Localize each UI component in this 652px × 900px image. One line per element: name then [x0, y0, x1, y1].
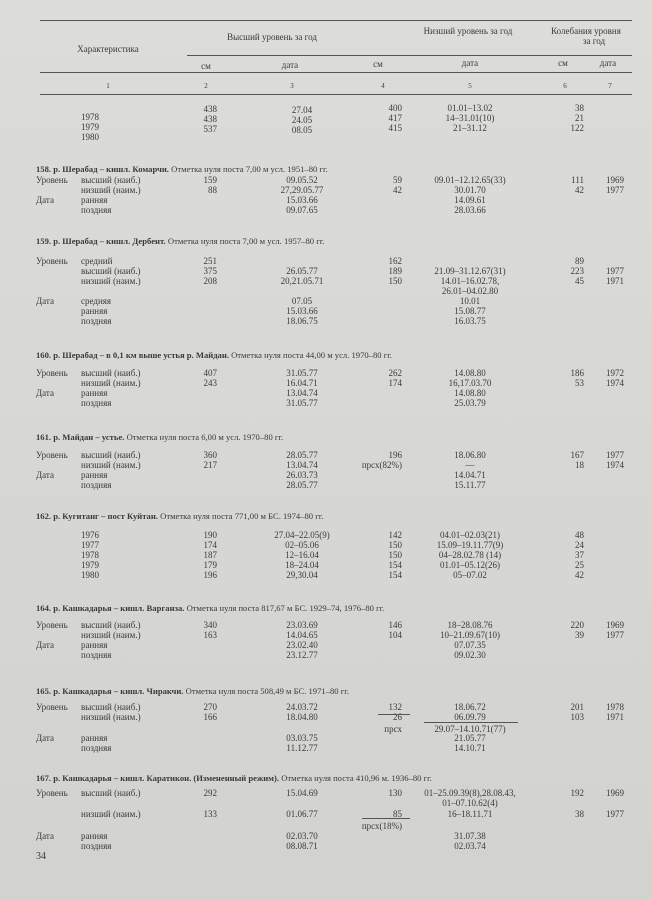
cell-c5: 18.06.80	[454, 450, 486, 460]
cell-c4: 150	[388, 540, 402, 550]
cell-c5: 09.01–12.12.65(33)	[434, 175, 506, 185]
cell-c5: 10.01	[459, 296, 481, 306]
cell-c3: 16.04.71	[286, 378, 318, 388]
year-label: 1979	[81, 122, 99, 132]
cell-c3: 03.03.75	[286, 733, 318, 743]
cell-c3: 15.03.66	[286, 306, 318, 316]
cell-l2: ранняя	[81, 831, 108, 841]
cell-l2: 1979	[81, 560, 99, 570]
cell-l2: поздняя	[81, 480, 112, 490]
hi-date-value: 08.05	[291, 125, 313, 135]
header-fl-date: дата	[599, 58, 617, 68]
cell-c5: 15.08.77	[454, 306, 486, 316]
cell-c3: 20,21.05.71	[280, 276, 324, 286]
cell-c3: 18.04.80	[286, 712, 318, 722]
cell-c4: прсх(82%)	[361, 460, 402, 470]
station-datum: Отметка нуля поста 410,96 м. 1936–80 гг.	[281, 773, 432, 783]
cell-l2: высший (наиб.)	[81, 702, 141, 712]
cell-c2: 217	[203, 460, 217, 470]
cell-c3: 15.04.69	[286, 788, 318, 798]
cell-c5: 10–21.09.67(10)	[440, 630, 500, 640]
header-fluctuation: Колебания уровня	[551, 26, 621, 36]
station-title	[36, 350, 392, 360]
cell-l2: поздняя	[81, 398, 112, 408]
cell-c2: 187	[203, 550, 217, 560]
header-lo-date: дата	[461, 58, 479, 68]
cell-c4: 132	[388, 702, 402, 712]
cell-c5: 06.09.79	[454, 712, 486, 722]
cell-l2: высший (наиб.)	[81, 266, 141, 276]
cell-c6: 223	[570, 266, 584, 276]
cell-c5: 30.01.70	[454, 185, 486, 195]
cell-c3: 27.04–22.05(9)	[274, 530, 330, 540]
cell-c5: 14.01–16.02.78,	[440, 276, 500, 286]
cell-c5: 04–28.02.78 (14)	[438, 550, 502, 560]
cell-c4: прсх(18%)	[361, 821, 402, 831]
station-name: р. Кашкадарья – кишл. Варганза.	[53, 603, 185, 613]
cell-c5: 14.09.61	[454, 195, 486, 205]
cell-c7: 1971	[606, 712, 624, 722]
header-mid-rule	[187, 55, 632, 56]
cell-c7: 1977	[606, 450, 624, 460]
cell-c7: 1977	[606, 266, 624, 276]
hi-cm-value: 438	[203, 114, 217, 124]
station-datum: Отметка нуля поста 44,00 м усл. 1970–80 гг.	[231, 350, 392, 360]
fl-cm-value: 21	[575, 113, 584, 123]
column-number: 3	[290, 82, 294, 90]
cell-c5: —	[465, 460, 475, 470]
header-characteristics: Характеристика	[77, 44, 139, 54]
cell-c4: 162	[388, 256, 402, 266]
hi-date-value: 24.05	[291, 115, 313, 125]
cell-c2: 163	[203, 630, 217, 640]
cell-c5: 15.09–19.11.77(9)	[436, 540, 504, 550]
cell-c3: 23.03.69	[286, 620, 318, 630]
cell-c3: 11.12.77	[286, 743, 318, 753]
cell-l1: Дата	[36, 195, 54, 205]
cell-l2: ранняя	[81, 733, 108, 743]
station-number: 165.	[36, 686, 52, 696]
cell-l2: поздняя	[81, 205, 112, 215]
lo-date-value: 21–31.12	[453, 123, 487, 133]
cell-c3: 18–24.04	[285, 560, 319, 570]
station-title	[36, 432, 283, 442]
cell-l1: Дата	[36, 470, 54, 480]
cell-l2: низший (наим.)	[81, 809, 141, 819]
station-name: р. Шерабад – кишл. Дербент.	[53, 236, 166, 246]
cell-l2: низший (наим.)	[81, 378, 141, 388]
cell-c3: 02.03.70	[286, 831, 318, 841]
cell-c5: 31.07.38	[454, 831, 486, 841]
cell-c7: 1971	[606, 276, 624, 286]
column-number: 6	[563, 82, 567, 90]
cell-l2: высший (наиб.)	[81, 175, 141, 185]
separator-167	[362, 818, 410, 819]
cell-l2: поздняя	[81, 650, 112, 660]
cell-l2: средняя	[81, 296, 112, 306]
cell-c2: 196	[203, 570, 217, 580]
cell-c3: 24.03.72	[286, 702, 318, 712]
header-fl-cm: см	[558, 58, 568, 68]
header-lo-cm: см	[373, 59, 383, 69]
cell-c3: 12–16.04	[285, 550, 319, 560]
year-label: 1978	[81, 112, 99, 122]
cell-c4: 26	[393, 712, 402, 722]
cell-l2: 1978	[81, 550, 99, 560]
cell-c4: 104	[388, 630, 402, 640]
cell-c4: 142	[388, 530, 402, 540]
station-number: 164.	[36, 603, 52, 613]
cell-c2: 251	[203, 256, 217, 266]
lo-date-value: 14–31.01(10)	[445, 113, 495, 123]
cell-c5: 25.03.79	[454, 398, 486, 408]
cell-c7: 1969	[606, 788, 624, 798]
station-datum: Отметка нуля поста 817,67 м БС. 1929–74, 1976–80 гг.	[186, 603, 385, 613]
cell-c5: 01–25.09.39(8),28.08.43,	[424, 788, 516, 798]
cell-l2: ранняя	[81, 470, 108, 480]
station-number: 162.	[36, 511, 52, 521]
cell-c5: 14.10.71	[454, 743, 486, 753]
cell-c4: 196	[388, 450, 402, 460]
cell-c4: 85	[393, 809, 402, 819]
cell-c4: 262	[388, 368, 402, 378]
station-datum: Отметка нуля поста 771,00 м БС. 1974–80 гг.	[160, 511, 324, 521]
cell-l1: Уровень	[36, 702, 68, 712]
header-numbers-rule	[40, 72, 632, 73]
cell-c2: 360	[203, 450, 217, 460]
cell-l2: ранняя	[81, 195, 108, 205]
cell-c5: 01.01–05.12(26)	[440, 560, 500, 570]
cell-c6: 42	[575, 570, 584, 580]
cell-c4: 150	[388, 550, 402, 560]
fl-cm-value: 38	[575, 103, 584, 113]
cell-c6: 39	[575, 630, 584, 640]
cell-c5: 07.07.35	[454, 640, 486, 650]
cell-l1: Уровень	[36, 368, 68, 378]
cell-c5: 14.04.71	[454, 470, 486, 480]
cell-c4: 130	[388, 788, 402, 798]
station-name: р. Шерабад – кишл. Комарчи.	[53, 164, 169, 174]
cell-c3: 18.06.75	[286, 316, 318, 326]
cell-c2: 208	[203, 276, 217, 286]
cell-c4: 174	[388, 378, 402, 388]
header-low-level: Низший уровень за год	[423, 26, 513, 36]
cell-c5: 05–07.02	[453, 570, 487, 580]
cell-c3: 26.03.73	[286, 470, 318, 480]
column-number: 2	[204, 82, 208, 90]
cell-c2: 243	[203, 378, 217, 388]
cell-c2: 179	[203, 560, 217, 570]
cell-c3: 27,29.05.77	[280, 185, 324, 195]
cell-c4: 154	[388, 570, 402, 580]
cell-l2: поздняя	[81, 743, 112, 753]
station-number: 160.	[36, 350, 52, 360]
cell-c6: 167	[570, 450, 584, 460]
hi-cm-value: 537	[203, 124, 217, 134]
cell-c7: 1972	[606, 368, 624, 378]
cell-c5: 14.08.80	[454, 368, 486, 378]
cell-l2: низший (наим.)	[81, 630, 141, 640]
cell-c3: 31.05.77	[286, 368, 318, 378]
station-datum: Отметка нуля поста 6,00 м усл. 1970–80 гг.	[126, 432, 284, 442]
station-name: р. Кугитанг – пост Куйтан.	[53, 511, 158, 521]
cell-l1: Дата	[36, 388, 54, 398]
cell-c7: 1969	[606, 175, 624, 185]
cell-l1: Уровень	[36, 620, 68, 630]
cell-l2: ранняя	[81, 306, 108, 316]
lo-cm-value: 415	[388, 123, 402, 133]
cell-c6: 111	[571, 175, 584, 185]
station-title	[36, 511, 323, 521]
cell-c3: 08.08.71	[286, 841, 318, 851]
station-name: р. Кашкадарья – кишл. Чиракчи.	[53, 686, 184, 696]
cell-c3: 07.05	[291, 296, 313, 306]
cell-c6: 220	[570, 620, 584, 630]
cell-c7: 1974	[606, 378, 624, 388]
cell-c7: 1969	[606, 620, 624, 630]
station-title	[36, 236, 324, 246]
cell-l1: Дата	[36, 831, 54, 841]
cell-c6: 18	[575, 460, 584, 470]
cell-c7: 1977	[606, 809, 624, 819]
cell-c5: 16–18.11.71	[447, 809, 493, 819]
header-hi-date: дата	[281, 60, 299, 70]
cell-c5: 02.03.74	[454, 841, 486, 851]
cell-c3: 01.06.77	[286, 809, 318, 819]
cell-c7: 1977	[606, 185, 624, 195]
cell-l2: высший (наиб.)	[81, 788, 141, 798]
station-name: р. Шерабад – в 0,1 км выше устья р. Майдан.	[53, 350, 229, 360]
fl-cm-value: 122	[570, 123, 584, 133]
station-datum: Отметка нуля поста 7,00 м усл. 1957–80 гг.	[167, 236, 325, 246]
cell-l1: Уровень	[36, 256, 68, 266]
header-bottom-rule	[40, 94, 632, 95]
cell-c6: 37	[575, 550, 584, 560]
hi-cm-value: 438	[203, 104, 217, 114]
cell-c4: прсх	[384, 724, 402, 734]
cell-c3: 23.02.40	[286, 640, 318, 650]
separator-165	[378, 714, 410, 715]
cell-l2: низший (наим.)	[81, 460, 141, 470]
station-name: р. Майдан – устье.	[53, 432, 125, 442]
cell-c5: 15.11.77	[454, 480, 486, 490]
cell-c5: 04.01–02.03(21)	[440, 530, 500, 540]
cell-l1: Уровень	[36, 788, 68, 798]
cell-l2: ранняя	[81, 640, 108, 650]
cell-c6: 53	[575, 378, 584, 388]
lo-cm-value: 400	[388, 103, 402, 113]
cell-l2: низший (наим.)	[81, 712, 141, 722]
cell-c5: 21.05.77	[454, 733, 486, 743]
cell-c3: 02–05.06	[285, 540, 319, 550]
station-number: 159.	[36, 236, 52, 246]
cell-c3: 09.07.65	[286, 205, 318, 215]
cell-c5: 21.09–31.12.67(31)	[434, 266, 506, 276]
cell-c4: 59	[393, 175, 402, 185]
station-title	[36, 603, 384, 613]
year-label: 1980	[81, 132, 99, 142]
cell-c2: 407	[203, 368, 217, 378]
cell-c4: 146	[388, 620, 402, 630]
cell-c3: 14.04.65	[286, 630, 318, 640]
cell-c3: 13.04.74	[286, 460, 318, 470]
cell-c6: 38	[575, 809, 584, 819]
cell-c4: 189	[388, 266, 402, 276]
cell-c6: 48	[575, 530, 584, 540]
cell-c3: 31.05.77	[286, 398, 318, 408]
cell-c5: 01–07.10.62(4)	[442, 798, 498, 808]
cell-c5: 26.01–04.02.80	[441, 286, 499, 296]
cell-c2: 159	[203, 175, 217, 185]
separator-165-date	[424, 722, 518, 723]
header-top-rule	[40, 20, 632, 21]
station-number: 167.	[36, 773, 52, 783]
cell-l2: 1976	[81, 530, 99, 540]
cell-c3: 28.05.77	[286, 450, 318, 460]
cell-c3: 13.04.74	[286, 388, 318, 398]
cell-c7: 1978	[606, 702, 624, 712]
station-number: 158.	[36, 164, 52, 174]
cell-l1: Дата	[36, 640, 54, 650]
cell-c5: 29.07–14.10.71(77)	[434, 724, 506, 734]
lo-date-value: 01.01–13.02	[447, 103, 493, 113]
lo-cm-value: 417	[388, 113, 402, 123]
cell-c6: 201	[570, 702, 584, 712]
cell-c6: 103	[570, 712, 584, 722]
cell-c2: 340	[203, 620, 217, 630]
station-datum: Отметка нуля поста 508,49 м БС. 1971–80 гг.	[185, 686, 349, 696]
column-number: 4	[381, 82, 385, 90]
header-high-level: Высший уровень за год	[227, 32, 317, 42]
column-number: 1	[106, 82, 110, 90]
cell-l1: Уровень	[36, 450, 68, 460]
cell-l2: низший (наим.)	[81, 185, 141, 195]
cell-l1: Дата	[36, 296, 54, 306]
cell-c5: 18.06.72	[454, 702, 486, 712]
cell-c6: 186	[570, 368, 584, 378]
cell-c5: 16.03.75	[454, 316, 486, 326]
cell-c2: 292	[203, 788, 217, 798]
cell-c5: 16,17.03.70	[448, 378, 492, 388]
cell-c2: 270	[203, 702, 217, 712]
cell-l2: средний	[81, 256, 113, 266]
station-number: 161.	[36, 432, 52, 442]
header-fluctuation-year: за год	[582, 36, 606, 46]
cell-l1: Дата	[36, 733, 54, 743]
station-title	[36, 164, 328, 174]
station-datum: Отметка нуля поста 7,00 м усл. 1951–80 гг.	[171, 164, 328, 174]
cell-c5: 14.08.80	[454, 388, 486, 398]
station-title	[36, 686, 349, 696]
cell-c6: 192	[570, 788, 584, 798]
cell-c2: 88	[208, 185, 217, 195]
page-number: 34	[36, 851, 46, 862]
cell-l2: низший (наим.)	[81, 276, 141, 286]
cell-l2: поздняя	[81, 841, 112, 851]
cell-c4: 42	[393, 185, 402, 195]
cell-c6: 42	[575, 185, 584, 195]
column-number: 5	[468, 82, 472, 90]
cell-c3: 28.05.77	[286, 480, 318, 490]
cell-l2: поздняя	[81, 316, 112, 326]
header-hi-cm: см	[201, 61, 211, 71]
cell-c7: 1974	[606, 460, 624, 470]
cell-c5: 18–28.08.76	[447, 620, 493, 630]
cell-c2: 190	[203, 530, 217, 540]
station-title	[36, 773, 432, 783]
cell-c2: 375	[203, 266, 217, 276]
cell-l2: 1977	[81, 540, 99, 550]
cell-c3: 26.05.77	[286, 266, 318, 276]
cell-c3: 15.03.66	[286, 195, 318, 205]
cell-c4: 154	[388, 560, 402, 570]
cell-c6: 45	[575, 276, 584, 286]
column-number: 7	[608, 82, 612, 90]
cell-c3: 09.05.52	[286, 175, 318, 185]
cell-l1: Уровень	[36, 175, 68, 185]
cell-c6: 24	[575, 540, 584, 550]
cell-l2: высший (наиб.)	[81, 450, 141, 460]
cell-c2: 133	[203, 809, 217, 819]
cell-c2: 174	[203, 540, 217, 550]
cell-c3: 23.12.77	[286, 650, 318, 660]
cell-l2: высший (наиб.)	[81, 368, 141, 378]
cell-l2: ранняя	[81, 388, 108, 398]
cell-c5: 28.03.66	[454, 205, 486, 215]
station-name: р. Кашкадарья – кишл. Каратикон. (Измененный режим).	[53, 773, 280, 783]
cell-c7: 1977	[606, 630, 624, 640]
cell-c3: 29,30.04	[286, 570, 318, 580]
hi-date-value: 27.04	[291, 105, 313, 115]
cell-c5: 09.02.30	[454, 650, 486, 660]
cell-c6: 25	[575, 560, 584, 570]
cell-c6: 89	[575, 256, 584, 266]
cell-c2: 166	[203, 712, 217, 722]
cell-l2: 1980	[81, 570, 99, 580]
cell-l2: высший (наиб.)	[81, 620, 141, 630]
cell-c4: 150	[388, 276, 402, 286]
